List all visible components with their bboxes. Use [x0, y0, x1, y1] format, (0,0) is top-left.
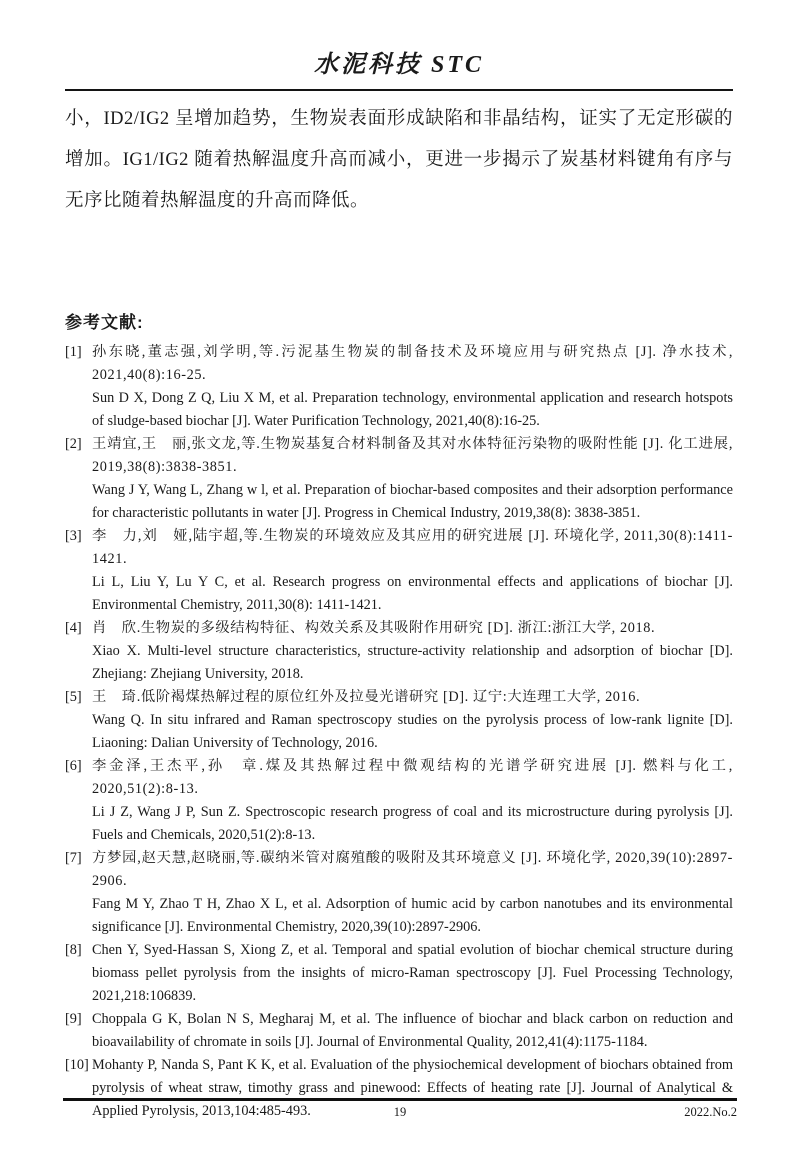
reference-marker: [7]	[65, 850, 82, 866]
reference-chinese-citation: 王 琦.低阶褐煤热解过程的原位红外及拉曼光谱研究 [D]. 辽宁:大连理工大学, 2016.	[92, 689, 641, 705]
page-number: 19	[393, 1105, 407, 1119]
reference-chinese-citation: 孙东晓,董志强,刘学明,等.污泥基生物炭的制备技术及环境应用与研究热点 [J]. 净水技术, 2021,40(8):16-25.	[92, 344, 733, 383]
reference-english-citation: Xiao X. Multi-level structure characteristics, structure-activity relationship and adsorption of biochar [D]. Zhejiang: Zhejiang University, 2018.	[92, 643, 733, 682]
reference-marker: [9]	[65, 1011, 82, 1027]
reference-english-citation: Mohanty P, Nanda S, Pant K K, et al. Evaluation of the physiochemical development of biochars obtained from pyrolysis of wheat straw, timothy grass and pinewood: Effects of heating rate [J]. Journal of Analytical & Applied Pyrolysis, 2013,104:485-493.	[92, 1057, 733, 1119]
reference-english-citation: Choppala G K, Bolan N S, Megharaj M, et al. The influence of biochar and black carbon on reduction and bioavailability of chromate in soils [J]. Journal of Environmental Quality, 2012,41(4):1175-1184.	[92, 1011, 733, 1050]
reference-english-citation: Sun D X, Dong Z Q, Liu X M, et al. Preparation technology, environmental application and research hotspots of sludge-based biochar [J]. Water Purification Technology, 2021,40(8):16-25.	[92, 390, 733, 429]
reference-english-citation: Li L, Liu Y, Lu Y C, et al. Research progress on environmental effects and applications of biochar [J]. Environmental Chemistry, 2011,30(8): 1411-1421.	[92, 574, 733, 613]
header-rule	[65, 89, 733, 91]
reference-marker: [10]	[65, 1057, 89, 1073]
reference-marker: [8]	[65, 942, 82, 958]
footer-row	[63, 1105, 737, 1123]
reference-item	[65, 939, 733, 1008]
reference-marker: [2]	[65, 436, 82, 452]
reference-item	[65, 755, 733, 847]
reference-chinese-citation: 李金泽,王杰平,孙 章.煤及其热解过程中微观结构的光谱学研究进展 [J]. 燃料与化工, 2020,51(2):8-13.	[92, 758, 733, 797]
reference-item	[65, 1008, 733, 1054]
reference-item	[65, 525, 733, 617]
issue-label: 2022.No.2	[684, 1105, 737, 1119]
scanned-page	[0, 44, 793, 1166]
reference-item	[65, 341, 733, 433]
body-paragraph: 小，ID2/IG2 呈增加趋势，生物炭表面形成缺陷和非晶结构，证实了无定形碳的增加。IG1/IG2 随着热解温度升高而减小，更进一步揭示了炭基材料键角有序与无序比随着热解温度的升高而降低。	[65, 109, 733, 211]
reference-item	[65, 686, 733, 755]
page-content	[0, 44, 793, 1123]
reference-chinese-citation: 方梦园,赵天慧,赵晓丽,等.碳纳米管对腐殖酸的吸附及其环境意义 [J]. 环境化学, 2020,39(10):2897-2906.	[92, 850, 733, 889]
reference-list	[65, 341, 733, 1123]
reference-chinese-citation: 李 力,刘 娅,陆宇超,等.生物炭的环境效应及其应用的研究进展 [J]. 环境化学, 2011,30(8):1411-1421.	[92, 528, 733, 567]
reference-marker: [5]	[65, 689, 82, 705]
reference-item	[65, 847, 733, 939]
reference-english-citation: Wang Q. In situ infrared and Raman spectroscopy studies on the pyrolysis process of low-rank lignite [D]. Liaoning: Dalian University of Technology, 2016.	[92, 712, 733, 751]
reference-marker: [1]	[65, 344, 82, 360]
reference-item	[65, 433, 733, 525]
reference-marker: [3]	[65, 528, 82, 544]
reference-english-citation: Chen Y, Syed-Hassan S, Xiong Z, et al. Temporal and spatial evolution of biochar chemical structure during biomass pellet pyrolysis from the insights of micro-Raman spectroscopy [J]. Fuel Processing Technology, 2021,218:106839.	[92, 942, 733, 1004]
footer-rule	[63, 1098, 737, 1101]
references-heading: 参考文献:	[65, 313, 144, 332]
reference-chinese-citation: 王靖宜,王 丽,张文龙,等.生物炭基复合材料制备及其对水体特征污染物的吸附性能 [J]. 化工进展, 2019,38(8):3838-3851.	[92, 436, 733, 475]
reference-marker: [4]	[65, 620, 82, 636]
reference-chinese-citation: 肖 欣.生物炭的多级结构特征、构效关系及其吸附作用研究 [D]. 浙江:浙江大学, 2018.	[92, 620, 656, 636]
journal-title: 水泥科技 STC	[313, 52, 484, 78]
reference-english-citation: Li J Z, Wang J P, Sun Z. Spectroscopic research progress of coal and its microstructure during pyrolysis [J]. Fuels and Chemicals, 2020,51(2):8-13.	[92, 804, 733, 843]
reference-english-citation: Wang J Y, Wang L, Zhang w l, et al. Preparation of biochar-based composites and their adsorption performance for characteristic pollutants in water [J]. Progress in Chemical Industry, 2019,38(8): 3838-3851.	[92, 482, 733, 521]
reference-english-citation: Fang M Y, Zhao T H, Zhao X L, et al. Adsorption of humic acid by carbon nanotubes and its environmental significance [J]. Environmental Chemistry, 2020,39(10):2897-2906.	[92, 896, 733, 935]
reference-item	[65, 617, 733, 686]
reference-marker: [6]	[65, 758, 82, 774]
page-footer	[63, 1098, 737, 1123]
